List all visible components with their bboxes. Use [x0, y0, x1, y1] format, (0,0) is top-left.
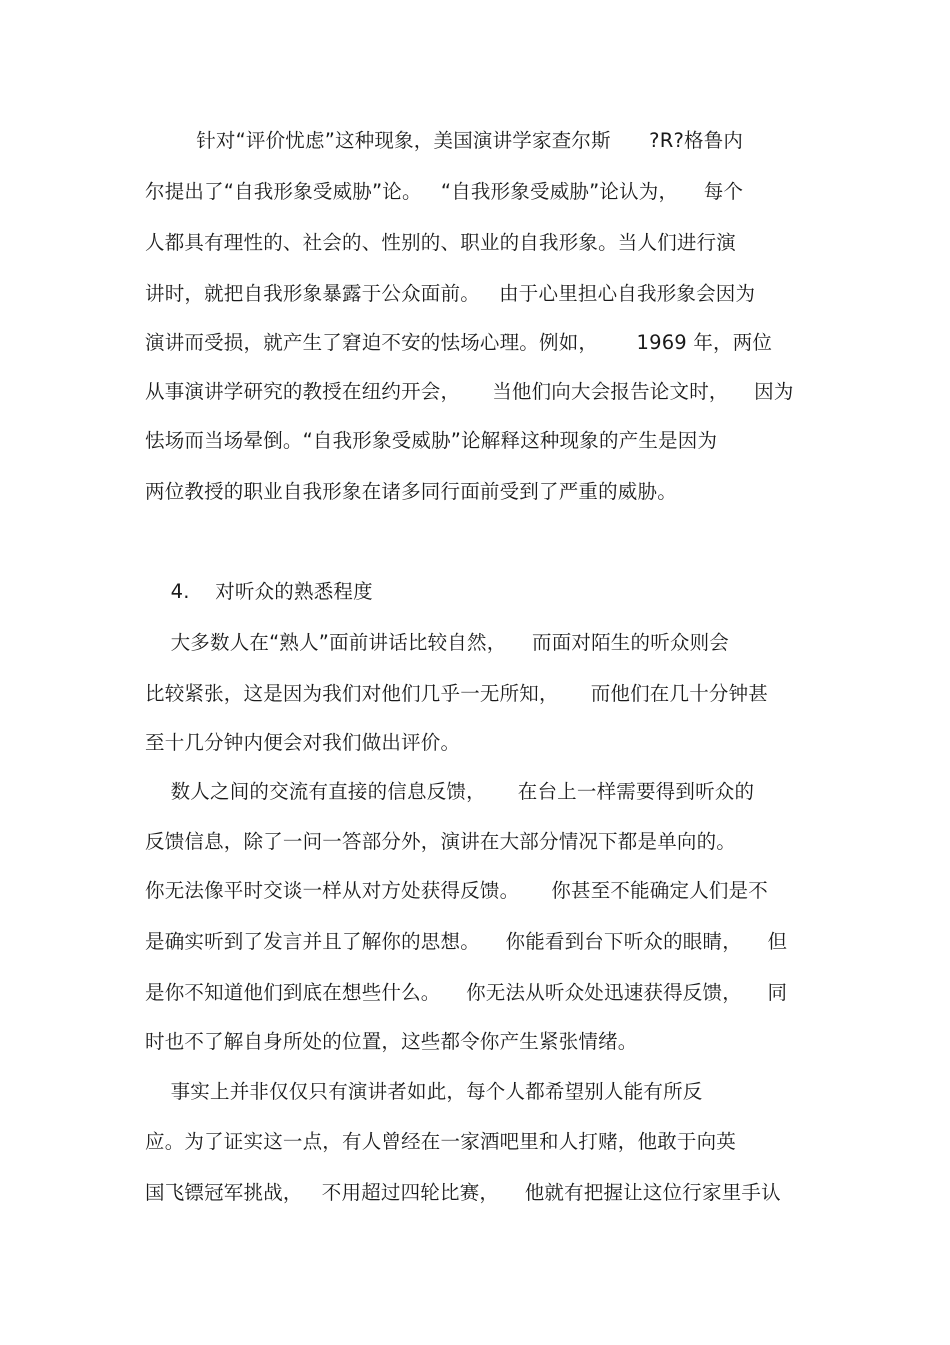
text-line: 事实上并非仅仅只有演讲者如此，每个人都希望别人能有所反: [145, 1080, 703, 1103]
text-line: 从事演讲学研究的教授在纽约开会， 当他们向大会报告论文时， 因为: [145, 380, 794, 403]
text-line: 尔提出了“自我形象受威胁”论。 “自我形象受威胁”论认为， 每个: [145, 180, 744, 203]
text-line: 至十几分钟内便会对我们做出评价。: [145, 731, 461, 754]
text-line: 是确实听到了发言并且了解你的思想。 你能看到台下听众的眼睛， 但: [145, 930, 788, 953]
text-line: 怯场而当场晕倒。“自我形象受威胁”论解释这种现象的产生是因为: [145, 429, 718, 452]
text-line: 你无法像平时交谈一样从对方处获得反馈。 你甚至不能确定人们是不: [145, 879, 768, 902]
text-line: 比较紧张，这是因为我们对他们几乎一无所知， 而他们在几十分钟甚: [145, 682, 768, 705]
text-line: 时也不了解自身所处的位置，这些都令你产生紧张情绪。: [145, 1030, 638, 1053]
text-line: 讲时，就把自我形象暴露于公众面前。 由于心里担心自我形象会因为: [145, 282, 756, 305]
text-line: 演讲而受损，就产生了窘迫不安的怯场心理。例如， 1969 年，两位: [145, 331, 773, 354]
section-heading: 4. 对听众的熟悉程度: [145, 580, 373, 603]
text-line: 人都具有理性的、社会的、性别的、职业的自我形象。当人们进行演: [145, 231, 737, 254]
text-line: 应。为了证实这一点，有人曾经在一家酒吧里和人打赌，他敢于向英: [145, 1130, 737, 1153]
text-line: 大多数人在“熟人”面前讲话比较自然， 而面对陌生的听众则会: [145, 631, 729, 654]
text-line: 反馈信息，除了一问一答部分外，演讲在大部分情况下都是单向的。: [145, 830, 737, 853]
text-line: 针对“评价忧虑”这种现象，美国演讲学家查尔斯 ?R?格鲁内: [145, 129, 744, 152]
text-line: 国飞镖冠军挑战， 不用超过四轮比赛， 他就有把握让这位行家里手认: [145, 1181, 781, 1204]
text-line: 两位教授的职业自我形象在诸多同行面前受到了严重的威胁。: [145, 480, 677, 503]
text-line: 是你不知道他们到底在想些什么。 你无法从听众处迅速获得反馈， 同: [145, 981, 788, 1004]
text-line: 数人之间的交流有直接的信息反馈， 在台上一样需要得到听众的: [145, 780, 755, 803]
